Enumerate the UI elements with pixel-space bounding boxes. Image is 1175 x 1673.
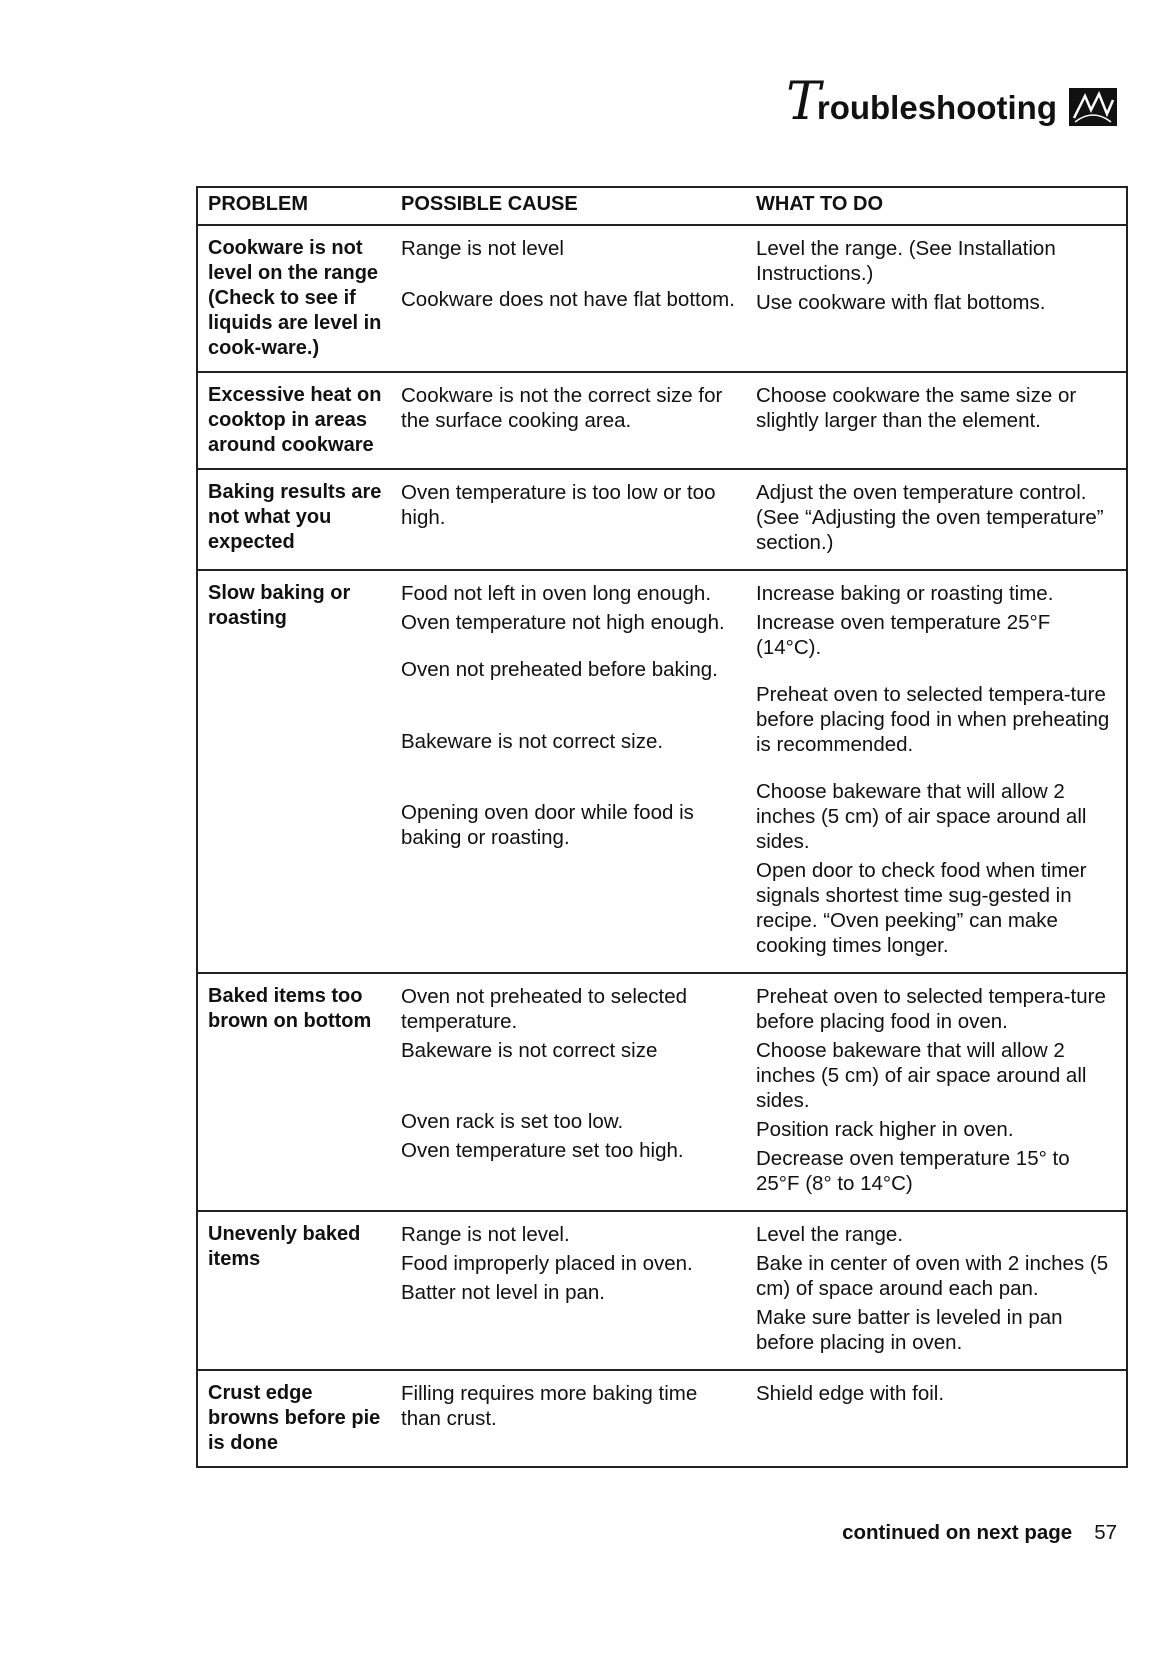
troubleshooting-table [196,186,1128,1468]
table-header-row [197,187,1127,225]
cause-text: Oven rack is set too low. [401,1110,624,1133]
problem-text: Unevenly baked items [197,1211,391,1370]
action-text: Choose bakeware that will allow 2 inches (5 cm) of air space around all sides. [756,1039,1087,1112]
continued-note: continued on next page [842,1521,1073,1544]
problem-text: Excessive heat on cooktop in areas around cookware [197,372,391,469]
section-title: roubleshooting [816,88,1057,126]
action-cell [746,1370,1127,1467]
action-cell [746,973,1127,1211]
cause-cell [391,225,746,372]
cause-text: Filling requires more baking time than crust. [401,1382,698,1430]
action-cell [746,469,1127,570]
action-text: Open door to check food when timer signals shortest time sug-gested in recipe. “Oven peeking” can make cooking times longer. [756,859,1087,957]
action-text: Increase baking or roasting time. [756,582,1054,605]
page-number: 57 [1094,1521,1117,1544]
cause-text: Food not left in oven long enough. [401,582,712,605]
section-ornament-icon [1069,88,1117,126]
action-cell [746,570,1127,973]
header-possible-cause: POSSIBLE CAUSE [391,187,746,225]
table-row [197,570,1127,973]
table-row [197,1370,1127,1467]
action-text: Choose bakeware that will allow 2 inches (5 cm) of air space around all sides. [756,780,1087,853]
cause-cell [391,1211,746,1370]
cause-text: Cookware does not have flat bottom. [401,288,735,311]
table-row [197,225,1127,372]
action-text: Decrease oven temperature 15° to 25°F (8° to 14°C) [756,1147,1070,1195]
cause-text: Cookware is not the correct size for the surface cooking area. [401,384,723,432]
cause-text: Bakeware is not correct size. [401,730,664,753]
action-text: Use cookware with flat bottoms. [756,291,1046,314]
cause-text: Oven temperature set too high. [401,1139,684,1162]
action-text: Preheat oven to selected tempera-ture before placing food in oven. [756,985,1106,1033]
cause-text: Range is not level. [401,1223,570,1246]
action-text: Increase oven temperature 25°F (14°C). [756,611,1051,659]
cause-cell [391,1370,746,1467]
cause-cell [391,973,746,1211]
problem-text: Crust edge browns before pie is done [208,1382,381,1454]
problem-text: Slow baking or roasting [197,570,391,973]
action-text: Make sure batter is leveled in pan before placing in oven. [756,1306,1063,1354]
cause-text: Oven not preheated before baking. [401,658,718,681]
cause-cell [391,570,746,973]
problem-text: Baked items too brown on bottom [197,973,391,1211]
cause-cell [391,372,746,469]
cause-text: Oven temperature is too low or too high. [401,481,716,529]
cause-cell [391,469,746,570]
action-text: Bake in center of oven with 2 inches (5 cm) of space around each pan. [756,1252,1109,1300]
header-what-to-do: WHAT TO DO [746,187,1127,225]
table-row [197,973,1127,1211]
problem-text: Cookware is not level on the range (Check to see if liquids are level in cook-ware.) [197,225,391,372]
action-cell [746,225,1127,372]
section-title-initial: T [786,72,821,132]
action-text: Preheat oven to selected tempera-ture before placing food in when preheating is recommended. [756,683,1110,756]
action-text: Adjust the oven temperature control. (See “Adjusting the oven temperature” section.) [756,481,1104,554]
action-text: Shield edge with foil. [756,1382,945,1405]
page-footer [842,1521,1117,1545]
cause-text: Opening oven door while food is baking or roasting. [401,801,694,849]
cause-text: Food improperly placed in oven. [401,1252,693,1275]
action-cell [746,372,1127,469]
table-row [197,469,1127,570]
cause-text: Bakeware is not correct size [401,1039,658,1062]
page-header [786,58,1117,132]
action-text: Choose cookware the same size or slightly larger than the element. [756,384,1077,432]
table-row [197,372,1127,469]
action-text: Position rack higher in oven. [756,1118,1014,1141]
cause-text: Oven not preheated to selected temperature. [401,985,688,1033]
action-cell [746,1211,1127,1370]
table-row [197,1211,1127,1370]
action-text: Level the range. [756,1223,904,1246]
cause-text: Batter not level in pan. [401,1281,605,1304]
action-text: Level the range. (See Installation Instructions.) [756,237,1056,285]
cause-text: Range is not level [401,237,564,260]
problem-text: Baking results are not what you expected [197,469,391,570]
header-problem: PROBLEM [197,187,391,225]
cause-text: Oven temperature not high enough. [401,611,725,634]
